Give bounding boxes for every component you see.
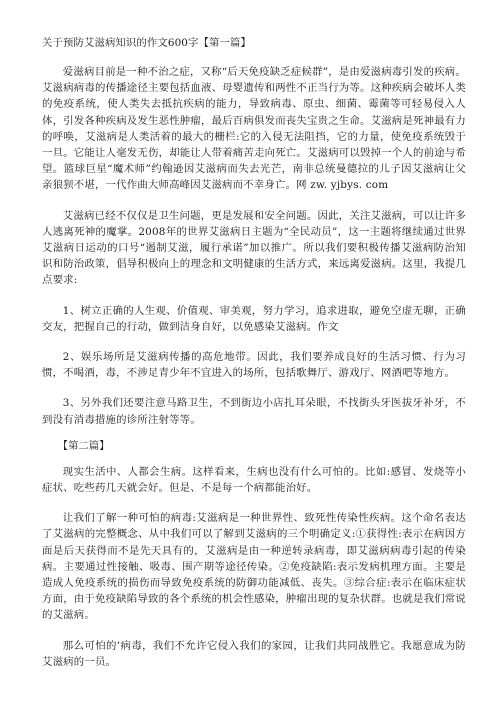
paragraph-development: 艾滋病已经不仅仅是卫生问题，更是发展和安全问题。因此，关注艾滋病，可以让许多人逃离死神的魔掌。2008年的世界艾滋病日主题为“全民动员”，这一主题将继续通过世界艾滋病日运动的口号“遏制艾滋，履行承诺”加以推广。所以我们要积极传播艾滋病防治知识和防治政策，倡导积极向上的理念和文明健康的生活方式，来远离爱滋病。这里，我提几点要求:: [42, 209, 466, 287]
section-heading-second: 【第二篇】: [57, 439, 110, 452]
paragraph-conclusion: 那么可怕的’病毒，我们不允许它侵入我们的家园，让我们共同战胜它。我愿意成为防艾滋病的一员。: [42, 639, 466, 668]
paragraph-point-1: 1、树立正确的人生观、价值观、审美观，努力学习，追求进取，避免空虚无聊，正确交友，把握自己的行动，做到洁身自好，以免感染艾滋病。作文: [42, 304, 466, 333]
paragraph-reality: 现实生活中、人都会生病。这样看来，生病也没有什么可怕的。比如:感冒、发烧等小症状、吃些药几天就会好。但是、不是每一个病都能治好。: [42, 465, 466, 495]
paragraph-definition: 让我们了解一种可怕的病毒:艾滋病是一种世界性、致死性传染性疾病。这个命名表达了艾滋病的完整概念、从中我们可以了解到艾滋病的三个明确定义:①获得性:表示在病因方面是后天获得而不是先天具有的，艾滋病是由一种逆转录病毒，即艾滋病病毒引起的传染病。主要通过性接触、吸毒、围产期等途径传染。②免疫缺陷:表示发病机理方面。主要是造成人免疫系统的损伤而导致免疫系统的防御功能减低、丧失。③综合症:表示在临床症状方面，由于免疫缺陷导致的各个系统的机会性感染，肿瘤出现的复杂状群。也就是我们常说的艾滋病。: [42, 512, 466, 622]
paragraph-intro: 爱滋病目前是一种不治之症，又称“后天免疫缺乏症候群”，是由爱滋病毒引发的疾病。艾滋病病毒的传播途径主要包括血液、母婴遗传和两性不正当行为等。这种疾病会破坏人类的免疫系统，使人类失去抵抗疾病的能力，导致病毒、原虫、细菌、霉菌等可轻易侵入人体，引发各种疾病及发生恶性肿瘤，最后百病俱发而丧失宝贵之生命。艾滋病是死神最有力的呼唤，艾滋病是人类活着的最大的栅栏:它的入侵无法阻挡，它的力量，使免疫系统毁于一旦。它能让人毫发无伤，却能让人带着痛苦走向死亡。艾滋病可以毁掉一个人的前途与希望。篮球巨星“魔术师”约翰逊因艾滋病而失去光芒，南非总统曼德拉的儿子因艾滋病让父亲狼狈不堪，一代作曲大师高峰因艾滋病而不幸身亡。网 zw. yjbys. com: [42, 66, 466, 192]
paragraph-point-2: 2、娱乐场所是艾滋病传播的高危地带。因此，我们要养成良好的生活习惯、行为习惯，不喝酒，毒，不涉足青少年不宜进入的场所，包括歌舞厅、游戏厅、网酒吧等地方。: [42, 351, 466, 380]
paragraph-point-3: 3、另外我们还要注意马路卫生，不到街边小店扎耳朵眼，不找街头牙医拔牙补牙，不到没有消毒措施的诊所注射等等。: [42, 397, 466, 426]
document-title: 关于预防艾滋病知识的作文600字【第一篇】: [42, 37, 251, 49]
